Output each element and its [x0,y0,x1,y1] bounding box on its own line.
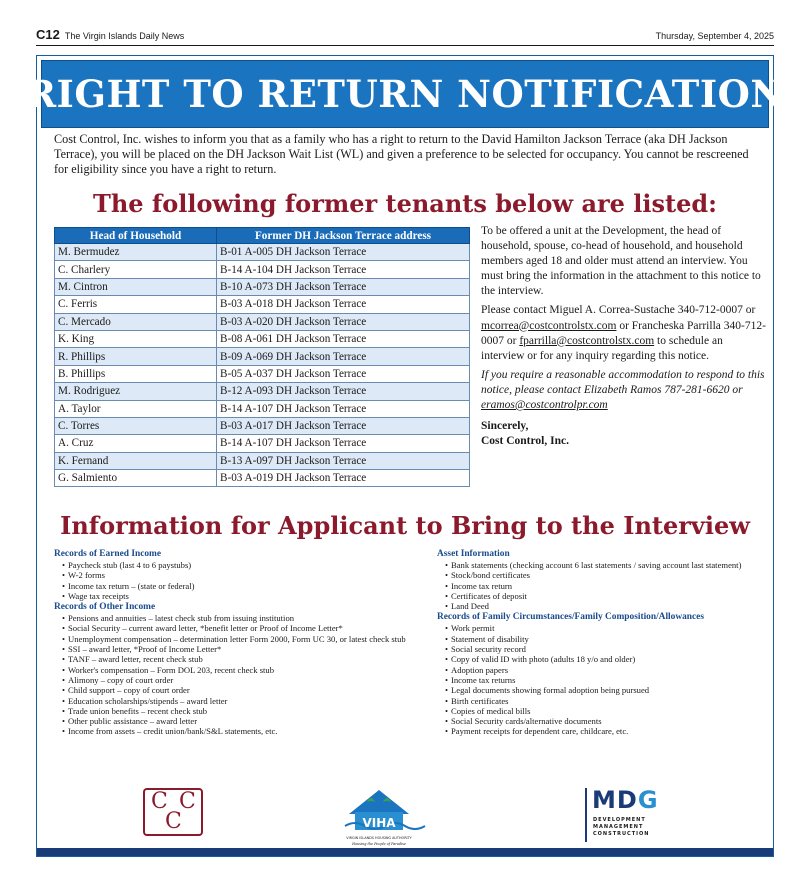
tenants-table-body [55,244,470,487]
list-item: • Other public assistance – award letter [62,716,444,726]
table-row [55,330,470,347]
intro-paragraph: Cost Control, Inc. wishes to inform you that as a family who has a right to return to the David Hamilton Jackson Terrace (aka DH Jackson Terrace), you will be placed on the DH Jackson Wait List (WL) and given a preference to be selected for occupancy. You cannot be rescreened for eligibility since you have a right to return. [54,132,749,177]
mdg-subtitle [593,817,649,838]
listed-heading: The following former tenants below are listed: [92,189,718,218]
cost-control-logo [143,788,203,836]
table-row [55,261,470,278]
list-item: • Stock/bond certificates [445,570,767,580]
viha-name: VIHA [362,816,396,830]
list-item: • Legal documents showing formal adoption being pursued [445,685,767,695]
right-requirements-column [437,548,767,737]
household-cell: R. Phillips [55,348,217,365]
list-item: • Statement of disability [445,634,767,644]
list-item: • W-2 forms [62,570,444,580]
requirement-list [62,560,444,601]
mdg-bar [585,788,587,842]
household-cell: A. Cruz [55,435,217,452]
address-cell: B-01 A-005 DH Jackson Terrace [217,244,470,261]
contact-column [481,224,766,449]
mdg-wordmark [592,786,659,814]
table-row [55,435,470,452]
list-item: • Trade union benefits – recent check stub [62,706,444,716]
table-row [55,417,470,434]
contact-text-3: to schedule an interview or for any inquiry regarding this notice. [481,334,723,362]
list-item: • Work permit [445,623,767,633]
email-link-fparrilla[interactable]: fparrilla@costcontrolstx.com [519,334,655,347]
list-item: • Copy of valid ID with photo (adults 18 y/o and older) [445,654,767,664]
household-cell: A. Taylor [55,400,217,417]
household-cell: B. Phillips [55,365,217,382]
info-heading: Information for Applicant to Bring to the Interview [60,511,750,540]
table-row [55,313,470,330]
issue-date: Thursday, September 4, 2025 [655,31,774,41]
address-cell: B-03 A-019 DH Jackson Terrace [217,470,470,487]
column-header-address: Former DH Jackson Terrace address [217,228,470,244]
list-item: • Education scholarships/stipends – award letter [62,696,444,706]
section-heading: Records of Family Circumstances/Family Composition/Allowances [437,612,704,623]
list-item: • Income tax return – (state or federal) [62,581,444,591]
list-item: • Income from assets – credit union/bank/S&L statements, etc. [62,726,444,736]
mdg-sub-line: MANAGEMENT [593,824,644,830]
household-cell: G. Salmiento [55,470,217,487]
footer-bar [37,848,773,856]
list-item: • SSI – award letter, *Proof of Income Letter* [62,644,444,654]
requirement-list [445,560,767,611]
address-cell: B-10 A-073 DH Jackson Terrace [217,278,470,295]
viha-authority: VIRGIN ISLANDS HOUSING AUTHORITY [346,836,412,840]
header-rule [36,45,774,46]
table-row [55,244,470,261]
logo-letter: C [179,789,196,814]
requirement-list [445,623,767,736]
list-item: • Income tax return [445,581,767,591]
section-heading: Records of Earned Income [54,549,162,559]
viha-tagline: Housing the People of Paradise [352,842,406,846]
notification-ad [25,55,785,857]
table-row [55,452,470,469]
page-number: C12 [36,27,60,42]
email-link-mcorrea[interactable]: mcorrea@costcontrolstx.com [481,319,617,332]
table-row [55,383,470,400]
viha-logo [331,780,427,850]
contact-paragraph [481,303,766,363]
list-item: • Bank statements (checking account 6 last statements / saving account last statement) [445,560,767,570]
address-cell: B-14 A-104 DH Jackson Terrace [217,261,470,278]
banner-title: RIGHT TO RETURN NOTIFICATION [25,72,785,116]
list-item: • Adoption papers [445,665,767,675]
table-row [55,278,470,295]
household-cell: K. King [55,330,217,347]
household-cell: M. Bermudez [55,244,217,261]
left-requirements-column [54,548,444,737]
list-item: • Certificates of deposit [445,591,767,601]
list-item: • Birth certificates [445,696,767,706]
table-row [55,400,470,417]
address-cell: B-05 A-037 DH Jackson Terrace [217,365,470,382]
email-link-eramos[interactable]: eramos@costcontrolpr.com [481,399,608,412]
section-heading: Records of Other Income [54,602,156,613]
closing-block [481,419,766,449]
list-item: • Pensions and annuities – latest check stub from issuing institution [62,613,444,623]
mdg-wordmark-g: G [637,786,659,814]
household-cell: C. Charlery [55,261,217,278]
list-item: • Child support – copy of court order [62,685,444,695]
newspaper-name: The Virgin Islands Daily News [64,31,185,41]
table-row [55,296,470,313]
list-item: • Social Security cards/alternative documents [445,716,767,726]
list-item: • Social Security – current award letter, *benefit letter or Proof of Income Letter* [62,623,444,633]
table-header-row [55,228,470,244]
signature: Cost Control, Inc. [481,435,569,448]
accommodation-text: If you require a reasonable accommodation to respond to this notice, please contact Elizabeth Ramos 787-281-6620 or [481,368,765,396]
address-cell: B-09 A-069 DH Jackson Terrace [217,348,470,365]
list-item: • Copies of medical bills [445,706,767,716]
mdg-sub-line: CONSTRUCTION [593,831,650,837]
newspaper-header [36,27,774,43]
list-item: • Worker's compensation – Form DOL 203, recent check stub [62,665,444,675]
list-item: • Income tax returns [445,675,767,685]
contact-text-1: Please contact Miguel A. Correa-Sustache 340-712-0007 or [481,304,756,317]
address-cell: B-12 A-093 DH Jackson Terrace [217,383,470,400]
list-item: • Social security record [445,644,767,654]
mdg-sub-line: DEVELOPMENT [593,817,646,823]
address-cell: B-13 A-097 DH Jackson Terrace [217,452,470,469]
address-cell: B-03 A-020 DH Jackson Terrace [217,313,470,330]
address-cell: B-03 A-017 DH Jackson Terrace [217,417,470,434]
household-cell: M. Rodriguez [55,383,217,400]
list-item: • Alimony – copy of court order [62,675,444,685]
closing-salutation: Sincerely, [481,420,529,433]
household-cell: C. Mercado [55,313,217,330]
accommodation-paragraph [481,368,766,413]
table-row [55,365,470,382]
household-cell: C. Ferris [55,296,217,313]
address-cell: B-03 A-018 DH Jackson Terrace [217,296,470,313]
requirement-list [62,613,444,737]
address-cell: B-08 A-061 DH Jackson Terrace [217,330,470,347]
contact-text-2: or Francheska Parrilla 340-712-0007 or [481,319,766,347]
list-item: • Payment receipts for dependent care, childcare, etc. [445,726,767,736]
tenants-table [54,227,470,487]
list-item: • Paycheck stub (last 4 to 6 paystubs) [62,560,444,570]
list-item: • TANF – award letter, recent check stub [62,654,444,664]
list-item: • Land Deed [445,601,767,611]
household-cell: K. Fernand [55,452,217,469]
table-row [55,470,470,487]
mdg-logo [585,786,685,846]
mdg-wordmark-md: MD [592,786,638,814]
household-cell: M. Cintron [55,278,217,295]
interview-requirement: To be offered a unit at the Development, the head of household, spouse, co-head of household, and household members aged 18 and older must attend an interview. You must bring the information in the attachment to this notice to the interview. [481,225,761,298]
logo-letter: C [151,789,168,814]
list-item: • Unemployment compensation – determination letter Form 2000, Form UC 30, or latest check stub [62,634,444,644]
column-header-household: Head of Household [55,228,217,244]
section-heading: Asset Information [437,549,510,559]
logo-letter: C [165,809,182,834]
title-banner [25,60,785,128]
newspaper-masthead [36,27,184,42]
address-cell: B-14 A-107 DH Jackson Terrace [217,400,470,417]
viha-emblem-icon [331,780,427,850]
table-row [55,348,470,365]
list-item: • Wage tax receipts [62,591,444,601]
household-cell: C. Torres [55,417,217,434]
address-cell: B-14 A-107 DH Jackson Terrace [217,435,470,452]
